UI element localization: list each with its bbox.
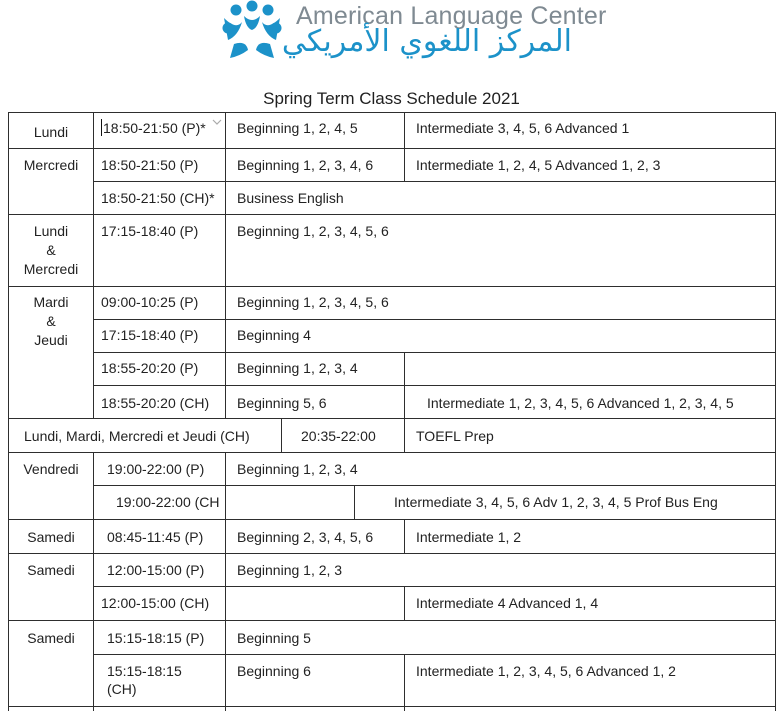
- course-cell: Beginning 1, 2, 3, 4, 5, 6: [237, 294, 389, 310]
- time-cell: 18:55-20:20 (P): [101, 360, 199, 376]
- grid-line: [93, 181, 775, 182]
- course-cell: Business English: [237, 190, 344, 206]
- cell-cursor: [101, 119, 102, 136]
- time-cell: 20:35-22:00: [301, 428, 376, 444]
- time-cell: 15:15-18:15 (P): [107, 630, 205, 646]
- day-cell: Lundi: [33, 124, 69, 140]
- time-cell: 18:55-20:20 (CH): [101, 395, 210, 411]
- grid-line: [775, 112, 776, 711]
- day-cell: Jeudi: [34, 332, 68, 348]
- day-cell: &: [46, 242, 56, 258]
- course-cell: Intermediate 3, 4, 5, 6 Adv 1, 2, 3, 4, 5 Prof Bus Eng: [394, 494, 718, 510]
- time-cell: 15:15-18:15: [107, 663, 182, 679]
- course-cell: Beginning 1, 2, 4, 5: [237, 120, 358, 136]
- grid-line: [93, 485, 775, 486]
- course-cell: Beginning 1, 2, 3, 4, 6: [237, 157, 374, 173]
- grid-line: [93, 112, 94, 418]
- time-cell: 17:15-18:40 (P): [101, 327, 199, 343]
- time-cell: 18:50-21:50 (P): [101, 157, 199, 173]
- grid-line: [93, 586, 775, 587]
- grid-line: [225, 112, 226, 418]
- grid-line: [8, 620, 775, 621]
- grid-line: [8, 112, 9, 711]
- grid-line: [8, 214, 775, 215]
- course-cell: Intermediate 3, 4, 5, 6 Advanced 1: [416, 120, 630, 136]
- grid-line: [404, 352, 405, 418]
- course-cell: Beginning 4: [237, 327, 311, 343]
- course-cell: Beginning 1, 2, 3, 4: [237, 360, 358, 376]
- time-cell: 19:00-22:00 (CH: [116, 494, 220, 510]
- time-cell: 18:50-21:50 (P)*: [103, 120, 206, 136]
- grid-line: [93, 385, 775, 386]
- grid-line: [404, 112, 405, 181]
- course-cell: Intermediate 1, 2, 3, 4, 5, 6 Advanced 1, 2: [416, 663, 676, 679]
- time-cell: 12:00-15:00 (CH): [101, 595, 210, 611]
- course-cell: Beginning 1, 2, 3, 4: [237, 461, 358, 477]
- course-cell: Intermediate 1, 2, 3, 4, 5, 6 Advanced 1, 2, 3, 4, 5: [427, 395, 734, 411]
- day-cell: Lundi, Mardi, Mercredi et Jeudi (CH): [24, 428, 250, 444]
- day-cell: Mercredi: [23, 261, 79, 277]
- grid-line: [8, 452, 775, 453]
- grid-line: [404, 418, 405, 452]
- day-cell: Vendredi: [23, 461, 79, 477]
- course-cell: Intermediate 4 Advanced 1, 4: [416, 595, 599, 611]
- grid-line: [281, 418, 282, 452]
- day-cell: Samedi: [27, 529, 75, 545]
- time-cell: 08:45-11:45 (P): [107, 529, 204, 545]
- time-cell: (CH): [107, 681, 137, 697]
- time-cell: 12:00-15:00 (P): [107, 562, 205, 578]
- grid-line: [8, 706, 775, 707]
- chevron-down-icon[interactable]: [212, 118, 222, 126]
- brand-name-arabic: المركز اللغوي الأمريكي: [281, 24, 572, 59]
- grid-line: [8, 112, 775, 113]
- course-cell: Beginning 5: [237, 630, 311, 646]
- course-cell: Intermediate 1, 2: [416, 529, 522, 545]
- grid-line: [8, 418, 775, 419]
- grid-line: [8, 553, 775, 554]
- course-cell: Beginning 6: [237, 663, 311, 679]
- course-cell: Intermediate 1, 2, 4, 5 Advanced 1, 2, 3: [416, 157, 661, 173]
- grid-line: [93, 654, 775, 655]
- grid-line: [93, 352, 775, 353]
- course-cell: TOEFL Prep: [416, 428, 494, 444]
- time-cell: 09:00-10:25 (P): [101, 294, 199, 310]
- grid-line: [8, 148, 775, 149]
- day-cell: &: [46, 313, 56, 329]
- course-cell: Beginning 1, 2, 3, 4, 5, 6: [237, 223, 389, 239]
- day-cell: Samedi: [27, 630, 75, 646]
- grid-line: [404, 654, 405, 711]
- stars-ring-icon: [218, 0, 286, 62]
- day-cell: Mardi: [33, 294, 69, 310]
- course-cell: Beginning 5, 6: [237, 395, 327, 411]
- grid-line: [8, 286, 775, 287]
- grid-line: [93, 452, 94, 711]
- grid-line: [8, 519, 775, 520]
- grid-line: [225, 452, 226, 711]
- day-cell: Samedi: [27, 562, 75, 578]
- time-cell: 17:15-18:40 (P): [101, 223, 199, 239]
- day-cell: Lundi: [33, 223, 69, 239]
- course-cell: Beginning 2, 3, 4, 5, 6: [237, 529, 374, 545]
- time-cell: 19:00-22:00 (P): [107, 461, 205, 477]
- grid-line: [404, 519, 405, 553]
- brand-name-english: American Language Center: [296, 2, 607, 30]
- grid-line: [354, 485, 355, 519]
- grid-line: [93, 319, 775, 320]
- day-cell: Mercredi: [23, 157, 79, 173]
- grid-line: [404, 586, 405, 620]
- course-cell: Beginning 1, 2, 3: [237, 562, 343, 578]
- time-cell: 18:50-21:50 (CH)*: [101, 190, 215, 206]
- page-title: Spring Term Class Schedule 2021: [263, 89, 520, 108]
